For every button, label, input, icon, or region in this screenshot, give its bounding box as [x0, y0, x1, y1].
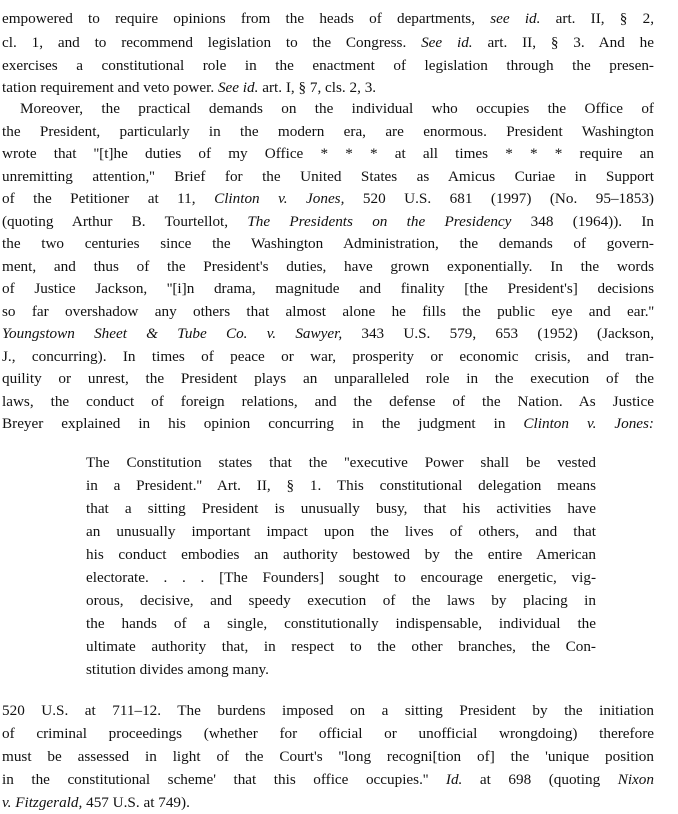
- text-run: his conduct embodies an authority bestowed by the entire American: [86, 546, 596, 563]
- blockquote-line: [86, 521, 596, 543]
- text-line: [2, 301, 654, 323]
- italic-text-run: The Presidents on the Presidency: [247, 213, 512, 230]
- text-run: orous, decisive, and speedy execution of the laws by placing in: [86, 592, 596, 609]
- italic-text-run: Clinton v. Jones:: [523, 415, 654, 432]
- text-line: [2, 346, 654, 368]
- text-line: [2, 121, 654, 143]
- text-line: [2, 256, 654, 278]
- text-line: [2, 8, 654, 30]
- italic-text-run: Clinton v. Jones,: [214, 190, 345, 207]
- text-run: 457 U.S. at 749).: [82, 794, 190, 811]
- text-run: (quoting Arthur B. Tourtellot,: [2, 213, 248, 230]
- text-run: stitution divides among many.: [86, 661, 269, 678]
- text-run: Moreover, the practical demands on the individual who occupies the Office of: [20, 100, 654, 117]
- text-line: [2, 188, 654, 210]
- text-line: [20, 98, 654, 120]
- text-run: must be assessed in light of the Court's ''long recogni[tion of] the 'unique position: [2, 748, 654, 765]
- text-line: [2, 32, 654, 54]
- text-line: [2, 77, 654, 99]
- text-run: unremitting attention,'' Brief for the United States as Amicus Curiae in Support: [2, 168, 654, 185]
- italic-text-run: Id.: [445, 771, 463, 788]
- text-run: an unusually important impact upon the lives of others, and that: [86, 523, 596, 540]
- italic-text-run: see id.: [490, 10, 541, 27]
- text-line: [2, 278, 654, 300]
- text-run: 343 U.S. 579, 653 (1952) (Jackson,: [342, 325, 654, 342]
- text-line: [2, 55, 654, 77]
- text-run: electorate. . . . [The Founders] sought to encourage energetic, vig-: [86, 569, 596, 586]
- text-run: in the constitutional scheme' that this office occupies.'': [2, 771, 446, 788]
- text-run: so far overshadow any others that almost alone he fills the public eye and ear.'': [2, 303, 654, 320]
- text-run: of Justice Jackson, ''[i]n drama, magnitude and finality [the President's] decisions: [2, 280, 654, 297]
- text-run: 348 (1964)). In: [511, 213, 654, 230]
- text-run: art. I, § 7, cls. 2, 3.: [258, 79, 377, 96]
- text-run: wrote that ''[t]he duties of my Office * * * at all times * * * require an: [2, 145, 654, 162]
- text-line: [2, 143, 654, 165]
- text-line: [2, 368, 654, 390]
- text-run: of criminal proceedings (whether for official or unofficial wrongdoing) therefore: [2, 725, 654, 742]
- blockquote-line: [86, 452, 596, 474]
- blockquote-line: [86, 613, 596, 635]
- text-run: the hands of a single, constitutionally indispensable, individual the: [86, 615, 596, 632]
- text-run: quility or unrest, the President plays an unparalleled role in the execution of the: [2, 370, 654, 387]
- text-line: [2, 792, 654, 814]
- italic-text-run: See id.: [421, 34, 473, 51]
- text-run: tation requirement and veto power.: [2, 79, 218, 96]
- text-run: J., concurring). In times of peace or war, prosperity or economic crisis, and tran-: [2, 348, 654, 365]
- blockquote-line: [86, 567, 596, 589]
- blockquote-line: [86, 590, 596, 612]
- blockquote-line: [86, 659, 596, 681]
- italic-text-run: v. Fitzgerald,: [2, 794, 83, 811]
- text-run: at 698 (quoting: [462, 771, 618, 788]
- text-run: art. II, § 2,: [540, 10, 654, 27]
- text-run: art. II, § 3. And he: [472, 34, 654, 51]
- blockquote-line: [86, 636, 596, 658]
- text-run: that a sitting President is unusually busy, that his activities have: [86, 500, 596, 517]
- text-line: [2, 211, 654, 233]
- text-line: [2, 769, 654, 791]
- text-run: the President, particularly in the modern era, are enormous. President Washington: [2, 123, 654, 140]
- text-line: [2, 233, 654, 255]
- text-line: [2, 413, 654, 435]
- text-run: empowered to require opinions from the heads of departments,: [2, 10, 491, 27]
- italic-text-run: Youngstown Sheet & Tube Co. v. Sawyer,: [2, 325, 343, 342]
- blockquote-line: [86, 544, 596, 566]
- text-line: [2, 723, 654, 745]
- text-line: [2, 323, 654, 345]
- text-run: exercises a constitutional role in the enactment of legislation through the presen-: [2, 57, 654, 74]
- text-line: [2, 391, 654, 413]
- text-run: 520 U.S. 681 (1997) (No. 95–1853): [344, 190, 654, 207]
- text-run: cl. 1, and to recommend legislation to the Congress.: [2, 34, 422, 51]
- text-line: [2, 746, 654, 768]
- text-run: 520 U.S. at 711–12. The burdens imposed on a sitting President by the initiation: [2, 702, 654, 719]
- text-run: ultimate authority that, in respect to the other branches, the Con-: [86, 638, 596, 655]
- text-run: in a President.'' Art. II, § 1. This constitutional delegation means: [86, 477, 596, 494]
- text-run: of the Petitioner at 11,: [2, 190, 215, 207]
- text-line: [2, 166, 654, 188]
- text-run: The Constitution states that the ''executive Power shall be vested: [86, 454, 596, 471]
- text-line: [2, 700, 654, 722]
- text-run: the two centuries since the Washington Administration, the demands of govern-: [2, 235, 654, 252]
- text-run: Breyer explained in his opinion concurring in the judgment in: [2, 415, 524, 432]
- blockquote-line: [86, 498, 596, 520]
- text-run: ment, and thus of the President's duties, have grown exponentially. In the words: [2, 258, 654, 275]
- italic-text-run: See id.: [217, 79, 259, 96]
- text-run: laws, the conduct of foreign relations, and the defense of the Nation. As Justice: [2, 393, 654, 410]
- blockquote-line: [86, 475, 596, 497]
- italic-text-run: Nixon: [617, 771, 654, 788]
